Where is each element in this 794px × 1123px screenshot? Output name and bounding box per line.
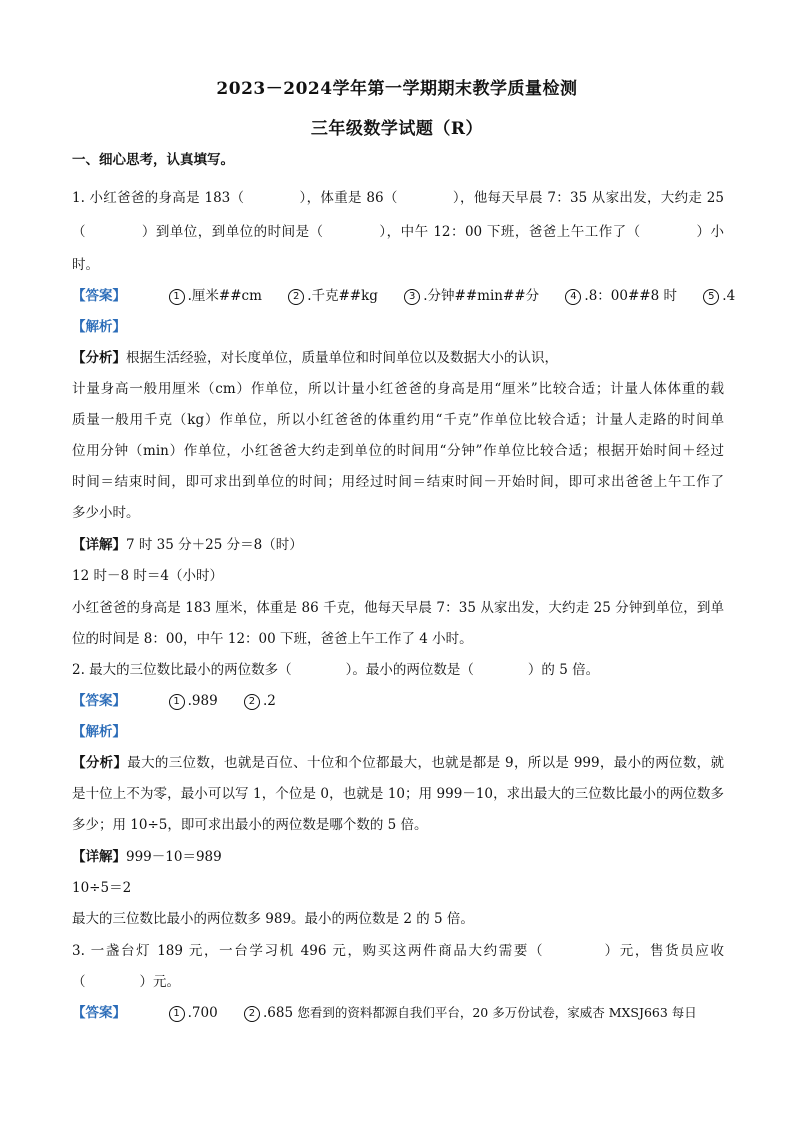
q1-analysis-tag: 【解析】 bbox=[72, 319, 126, 335]
q1-stem-line1: 1. 小红爸爸的身高是 183（ ），体重是 86（ ），他每天早晨 7：35 从家出发，大约走 25 bbox=[72, 190, 724, 206]
q1-detail-line1: 【详解】7 时 35 分＋25 分＝8（时） bbox=[72, 537, 303, 553]
q2-answer-1: 1 .989 bbox=[169, 693, 218, 709]
q2-analysis-line2: 是十位上不为零，最小可以写 1，个位是 0，也就是 10；用 999－10，求出最大的三位数比最小的两位数多 bbox=[72, 786, 724, 802]
q3-answer-1: 1 .700 bbox=[169, 1005, 218, 1021]
section-heading: 一、细心思考，认真填写。 bbox=[72, 152, 234, 168]
q2-detail-line1: 【详解】999－10＝989 bbox=[72, 849, 222, 865]
q1-analysis-line5: 时间＝结束时间，即可求出到单位的时间；用经过时间＝结束时间－开始时间，即可求出爸爸上午工作了 bbox=[72, 474, 724, 490]
q2-analysis-line3: 多少；用 10÷5，即可求出最小的两位数是哪个数的 5 倍。 bbox=[72, 817, 428, 833]
q3-answer-row bbox=[72, 1003, 724, 1023]
q1-stem-line2: （ ）到单位，到单位的时间是（ ），中午 12：00 下班，爸爸上午工作了（ ）小 bbox=[72, 224, 724, 240]
q2-answer-2: 2 .2 bbox=[244, 693, 276, 709]
q3-answer-2: 2 .685 bbox=[244, 1005, 293, 1021]
q2-answer-row bbox=[72, 691, 724, 711]
q1-answer-2: 2 .千克##kg bbox=[288, 288, 378, 304]
q1-analysis-line3: 质量一般用千克（kg）作单位，所以小红爸爸的体重约用“千克”作单位比较合适；计量人走路的时间单 bbox=[72, 412, 724, 428]
q1-detail-line2: 12 时－8 时＝4（小时） bbox=[72, 568, 223, 584]
q1-stem-line3: 时。 bbox=[72, 257, 99, 273]
q1-answer-1: 1 .厘米##cm bbox=[169, 288, 262, 304]
q2-stem-line1: 2. 最大的三位数比最小的两位数多（ ）。最小的两位数是（ ）的 5 倍。 bbox=[72, 662, 600, 678]
q1-answer-4: 4 .8：00##8 时 bbox=[565, 288, 677, 304]
q1-answer-3: 3 .分钟##min##分 bbox=[404, 288, 539, 304]
watermark-text: 您看到的资料都源自我们平台，20 多万份试卷，家威杏 MXSJ663 每日 bbox=[297, 1005, 697, 1020]
q1-analysis-line1: 【分析】根据生活经验，对长度单位，质量单位和时间单位以及数据大小的认识， bbox=[72, 350, 558, 366]
exam-title: 2023－2024学年第一学期期末教学质量检测 bbox=[216, 79, 578, 99]
q1-analysis-line4: 位用分钟（min）作单位，小红爸爸大约走到单位的时间用“分钟”作单位比较合适；根据开始时间＋经过 bbox=[72, 443, 724, 459]
q1-detail-line3: 小红爸爸的身高是 183 厘米，体重是 86 千克，他每天早晨 7：35 从家出发，大约走 25 分钟到单位，到单 bbox=[72, 600, 724, 616]
q1-analysis-line2: 计量身高一般用厘米（cm）作单位，所以计量小红爸爸的身高是用“厘米”比较合适；计量人体体重的载 bbox=[72, 381, 724, 397]
q2-detail-line2: 10÷5＝2 bbox=[72, 880, 132, 896]
q1-detail-line4: 位的时间是 8：00，中午 12：00 下班，爸爸上午工作了 4 小时。 bbox=[72, 631, 473, 647]
q1-answer-5: 5 .4 bbox=[703, 288, 735, 304]
q3-stem-line1: 3. 一盏台灯 189 元，一台学习机 496 元，购买这两件商品大约需要（ ）元，售货员应收 bbox=[72, 943, 724, 959]
q2-detail-line3: 最大的三位数比最小的两位数多 989。最小的两位数是 2 的 5 倍。 bbox=[72, 911, 474, 927]
answer-tag: 【答案】 bbox=[72, 288, 126, 304]
exam-subtitle: 三年级数学试题（R） bbox=[310, 119, 484, 139]
answer-tag: 【答案】 bbox=[72, 1005, 126, 1021]
answer-tag: 【答案】 bbox=[72, 693, 126, 709]
q2-analysis-line1: 【分析】最大的三位数，也就是百位、十位和个位都最大，也就是都是 9，所以是 999，最小的两位数，就 bbox=[72, 755, 724, 771]
q3-stem-line2: （ ）元。 bbox=[72, 974, 180, 990]
q1-answer-row bbox=[72, 286, 736, 306]
q2-analysis-tag: 【解析】 bbox=[72, 724, 126, 740]
q1-analysis-line6: 多少小时。 bbox=[72, 505, 140, 521]
